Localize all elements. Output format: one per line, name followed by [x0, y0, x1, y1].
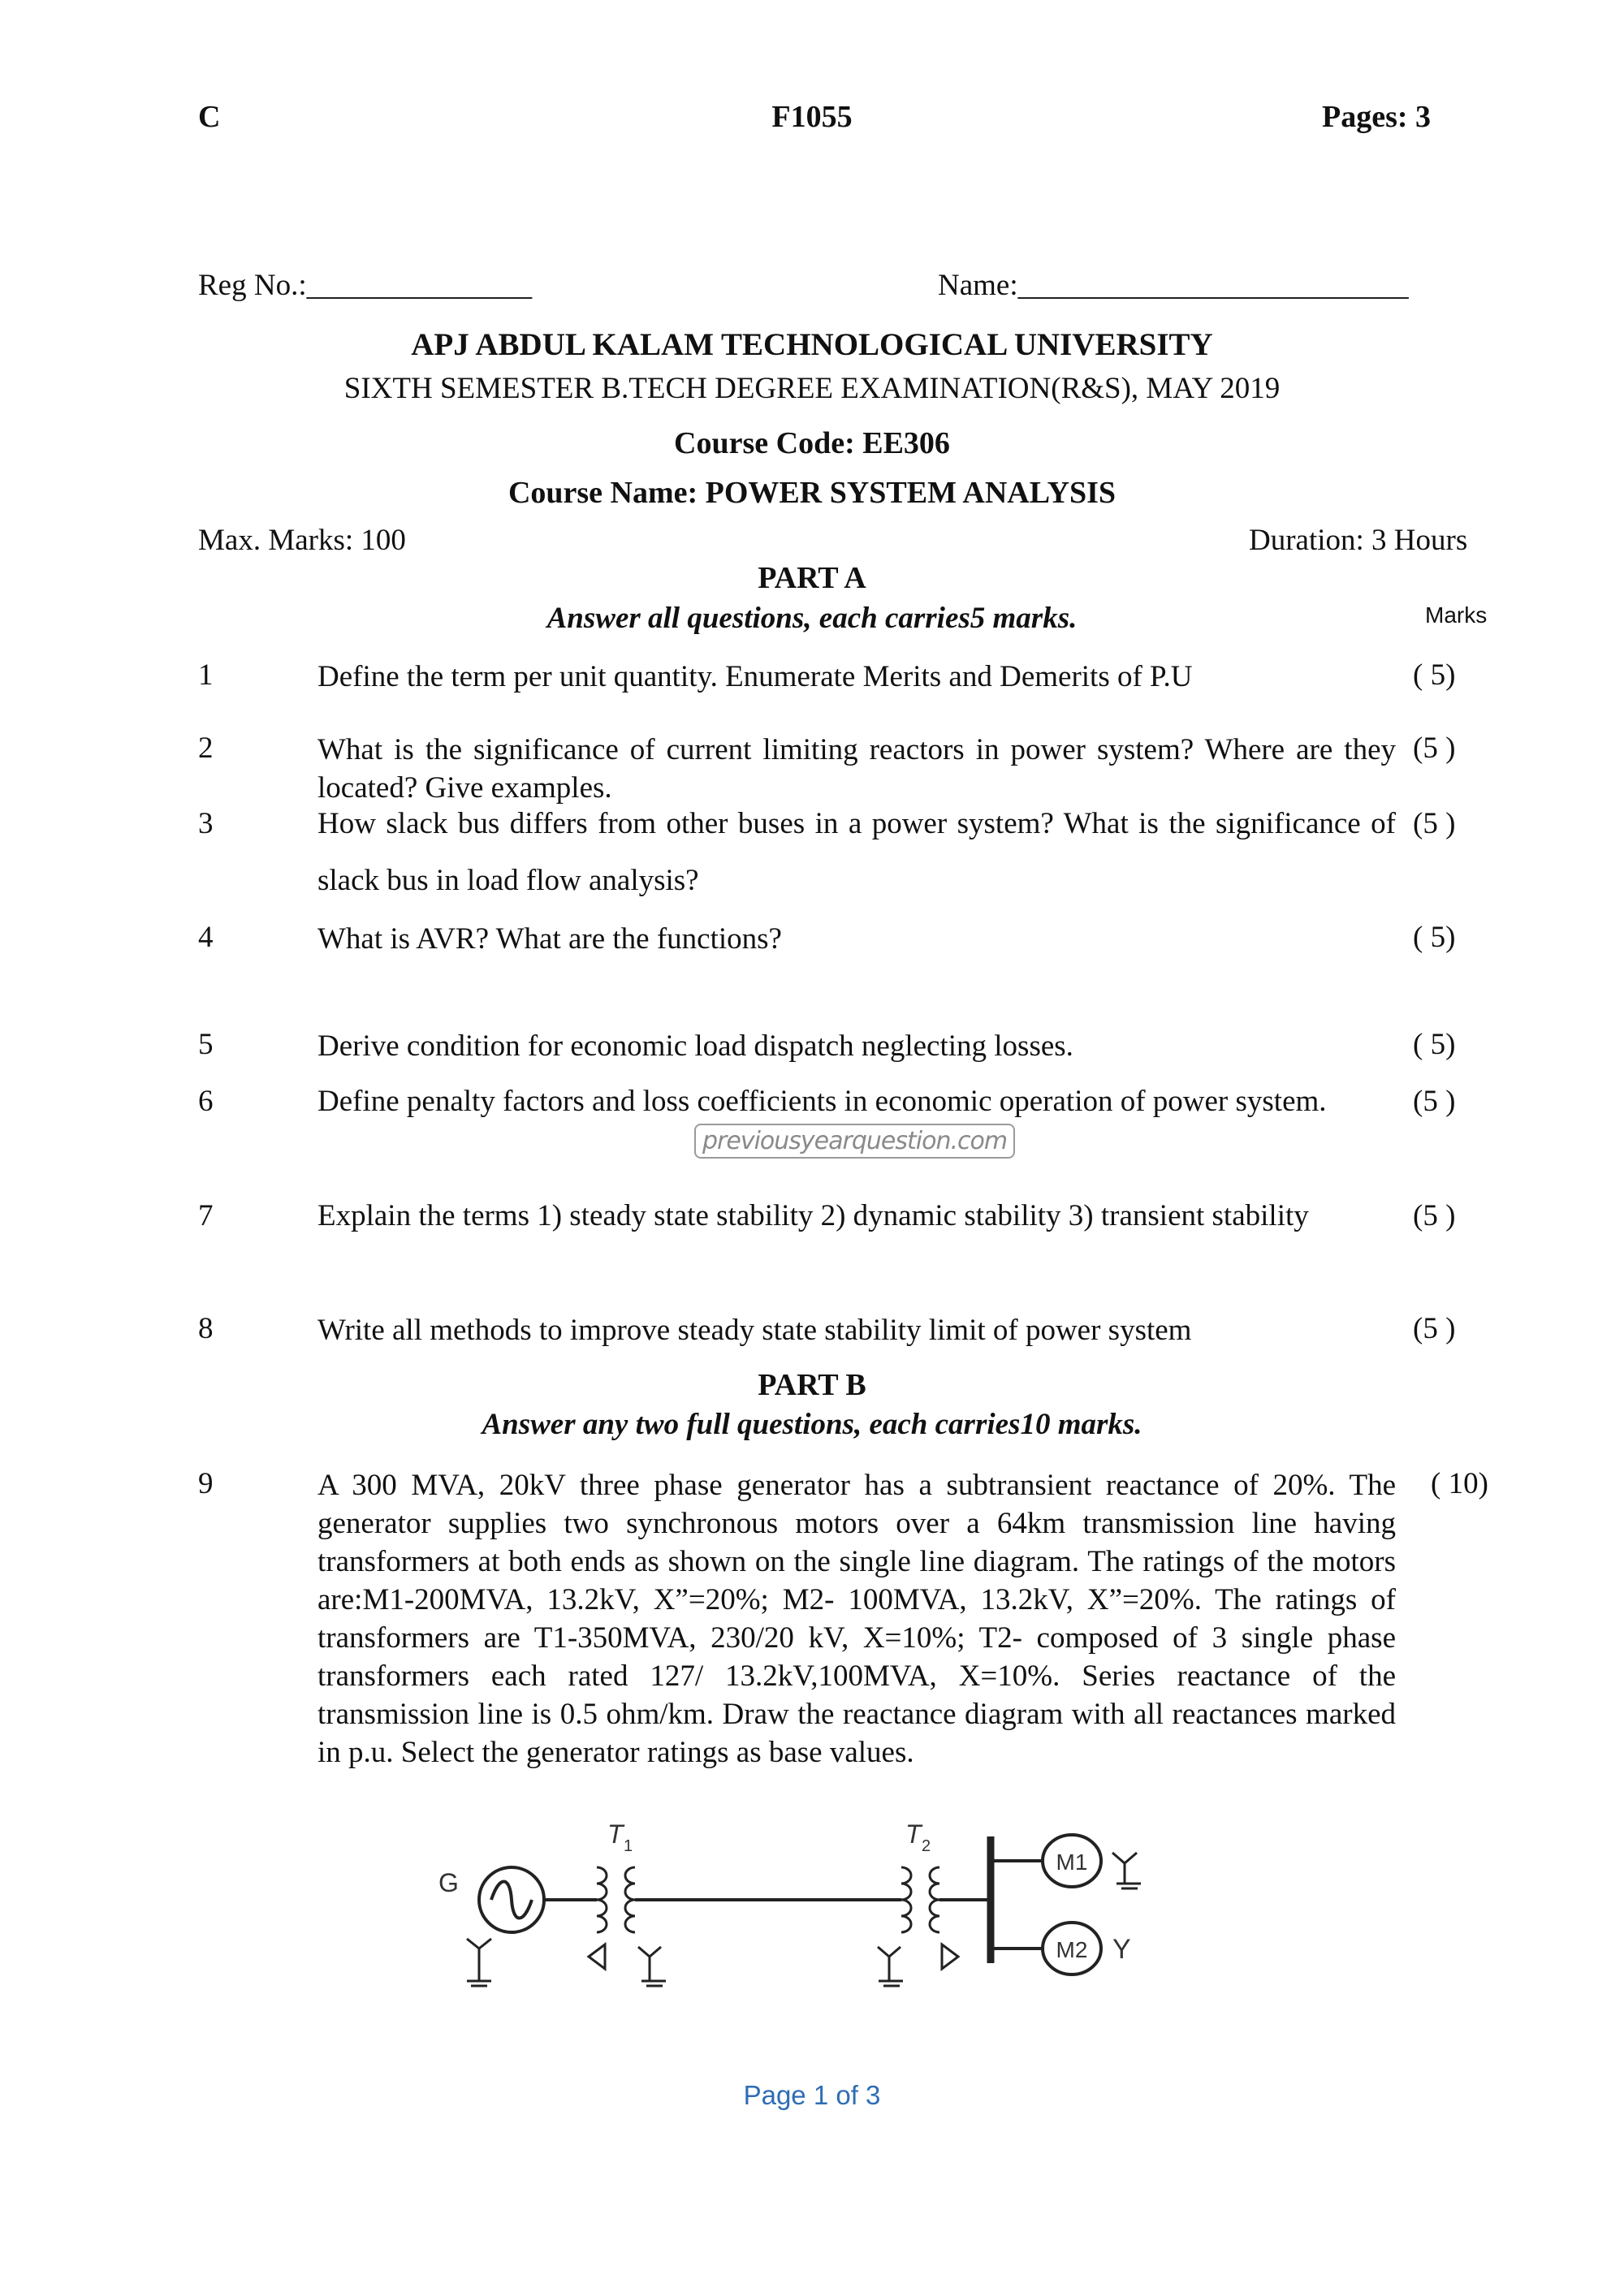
reg-no-field: Reg No.:_______________ — [198, 269, 533, 302]
question-number: 8 — [198, 1312, 214, 1345]
watermark: previousyearquestion.com — [694, 1124, 1015, 1159]
part-a-heading: PART A — [758, 561, 866, 595]
t1-delta-icon — [589, 1944, 605, 1969]
question-number: 1 — [198, 658, 214, 692]
m2-label: M2 — [1056, 1937, 1088, 1962]
part-b-instruction: Answer any two full questions, each carries10 marks. — [482, 1408, 1142, 1441]
question-number: 3 — [198, 807, 214, 840]
duration: Duration: 3 Hours — [1249, 524, 1468, 557]
t1-subscript: 1 — [624, 1837, 633, 1855]
question-marks: (5 ) — [1413, 732, 1456, 765]
course-name: Course Name: POWER SYSTEM ANALYSIS — [508, 476, 1116, 510]
sine-wave-icon — [491, 1882, 532, 1918]
question-number: 4 — [198, 921, 214, 954]
question-number: 7 — [198, 1199, 214, 1232]
page-count: Pages: 3 — [1322, 100, 1432, 134]
question-marks: (5 ) — [1413, 807, 1456, 840]
question-text: Define penalty factors and loss coefficients in economic operation of power system. — [317, 1085, 1327, 1118]
t2-delta-icon — [942, 1944, 958, 1969]
t1-grounded-wye-icon — [638, 1947, 666, 1986]
university-title: APJ ABDUL KALAM TECHNOLOGICAL UNIVERSITY — [411, 327, 1213, 362]
exam-title: SIXTH SEMESTER B.TECH DEGREE EXAMINATION(R&S), MAY 2019 — [343, 372, 1281, 405]
generator-grounded-wye-icon — [467, 1939, 491, 1986]
t1-label: T — [607, 1819, 624, 1849]
question-marks: ( 10) — [1431, 1467, 1488, 1500]
marks-column-label: Marks — [1425, 602, 1488, 628]
max-marks: Max. Marks: 100 — [198, 524, 406, 557]
m2-wye-label: Y — [1112, 1934, 1131, 1965]
question-text: A 300 MVA, 20kV three phase generator has a subtransient reactance of 20%. The generator supplies two synchronous motors over a 64km transmission line having transformers at both ends as shown on the single line diagram. The ratings of the motors are:M1-200MVA, 13.2kV, X”=20%; M2- 100MVA, 13.2kV, X”=20%. The ratings of transformers are T1-350MVA, 230/20 kV, X=10%; T2- composed of 3 single phase transformers each rated 127/ 13.2kV,100MVA, X=10%. Series reactance of the transmission line is 0.5 ohm/km. Draw the reactance diagram with all reactances marked in p.u. Select the generator ratings as base values. — [317, 1469, 1396, 1769]
question-text: Derive condition for economic load dispatch neglecting losses. — [317, 1029, 1073, 1063]
question-text: How slack bus differs from other buses in a power system? What is the significance of slack bus in load flow analysis? — [317, 807, 1396, 897]
name-field: Name:__________________________ — [938, 269, 1409, 302]
single-line-diagram — [422, 1819, 1218, 2013]
t2-grounded-wye-icon — [878, 1947, 903, 1986]
t2-label: T — [905, 1819, 922, 1849]
question-number: 6 — [198, 1085, 214, 1118]
transformer-t2-icon — [901, 1867, 939, 1932]
transformer-t1-icon — [597, 1867, 635, 1932]
part-a-instruction: Answer all questions, each carries5 marks. — [546, 602, 1078, 635]
question-text: What is the significance of current limiting reactors in power system? Where are they located? Give examples. — [317, 733, 1396, 805]
paper-code: F1055 — [771, 100, 853, 134]
page-footer: Page 1 of 3 — [743, 2080, 881, 2110]
question-marks: ( 5) — [1413, 921, 1456, 954]
question-text: Define the term per unit quantity. Enumerate Merits and Demerits of P.U — [317, 660, 1193, 693]
question-text: What is AVR? What are the functions? — [317, 922, 782, 956]
part-b-heading: PART B — [758, 1368, 866, 1402]
question-marks: (5 ) — [1413, 1085, 1456, 1118]
question-marks: ( 5) — [1413, 1028, 1456, 1061]
question-text: Write all methods to improve steady state stability limit of power system — [317, 1314, 1192, 1347]
course-code: Course Code: EE306 — [674, 426, 950, 460]
question-number: 2 — [198, 732, 214, 765]
m1-label: M1 — [1056, 1849, 1088, 1875]
t2-subscript: 2 — [922, 1837, 931, 1855]
question-marks: (5 ) — [1413, 1199, 1456, 1232]
question-number: 9 — [198, 1467, 214, 1500]
m1-grounded-wye-icon — [1112, 1853, 1141, 1888]
question-marks: ( 5) — [1413, 658, 1456, 692]
generator-label: G — [438, 1868, 459, 1897]
question-marks: (5 ) — [1413, 1312, 1456, 1345]
question-number: 5 — [198, 1028, 214, 1061]
question-text: Explain the terms 1) steady state stability 2) dynamic stability 3) transient stability — [317, 1199, 1309, 1232]
paper-series: C — [198, 100, 221, 134]
